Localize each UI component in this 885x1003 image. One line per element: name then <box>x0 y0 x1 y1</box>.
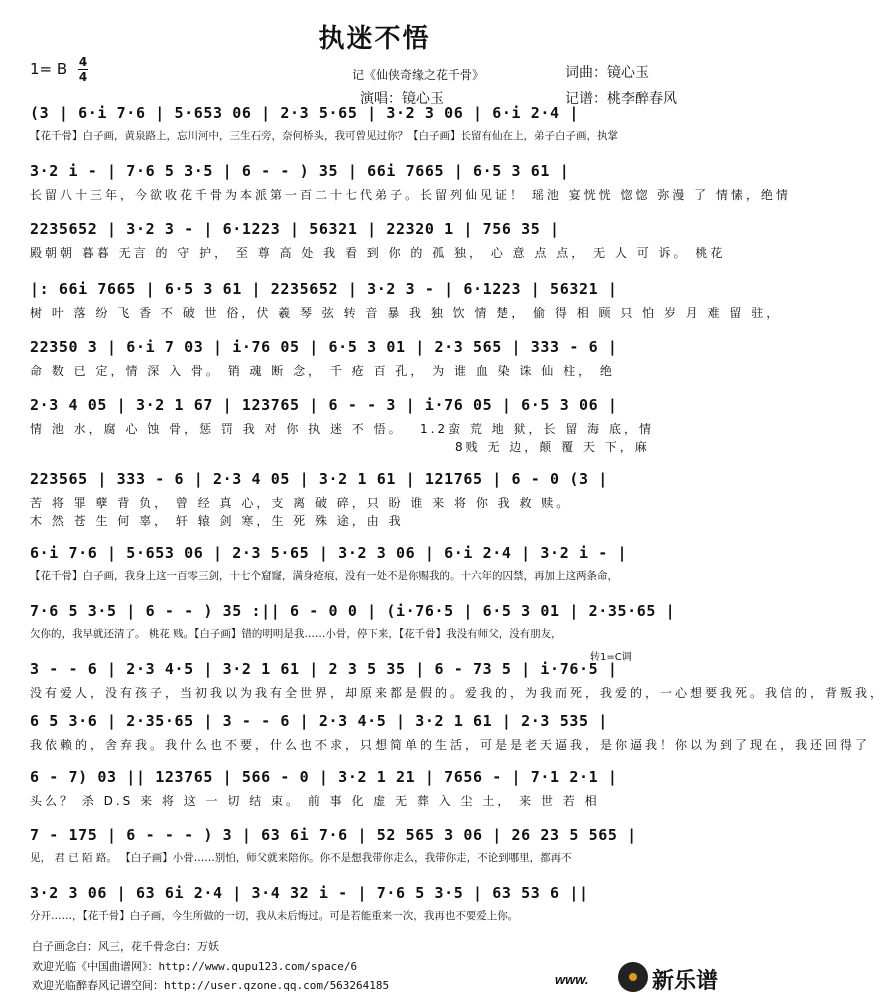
lyric-line: 长留八十三年，今欲收花千骨为本派第一百二十七代弟子。长留列仙见证！ 瑶池 宴恍恍 惚惚 弥漫 了 情愫，绝情 <box>30 188 791 202</box>
notation-line: 6 5 3·6 | 2·35·65 | 3 - - 6 | 2·3 4·5 | 3·2 1 61 | 2·3 535 | <box>30 712 608 730</box>
lyric-line-verse2: 木 然 苍 生 何 辜， 轩 辕 剑 寒，生 死 殊 途，由 我 <box>30 514 404 528</box>
notation-line: 2235652 | 3·2 3 - | 6·1223 | 56321 | 22320 1 | 756 35 | <box>30 220 560 238</box>
footer-link-qzone: 欢迎光临醉春风记谱空间：http://user.qzone.qq.com/563264185 <box>32 979 390 992</box>
notation-line: 3·2 3 06 | 63 6i 2·4 | 3·4 32 i - | 7·6 5 3·5 | 63 53 6 || <box>30 884 589 902</box>
notation-line: 7·6 5 3·5 | 6 - - ) 35 :|| 6 - 0 0 | (i·76·5 | 6·5 3 01 | 2·35·65 | <box>30 602 676 620</box>
singer-credit: 演唱：镜心玉 <box>360 91 444 107</box>
notation-line: (3 | 6·i 7·6 | 5·653 06 | 2·3 5·65 | 3·2 3 06 | 6·i 2·4 | <box>30 104 579 122</box>
lyric-line: 头么？ 杀 D.S 来 将 这 一 切 结 束。 前 事 化 虚 无 葬 入 尘 土， 来 世 若 相 <box>30 794 600 808</box>
lyric-line: 殿朝朝 暮暮 无言 的 守 护， 至 尊 高 处 我 看 到 你 的 孤 独， 心 意 点 点， 无 人 可 诉。 桃花 <box>30 246 726 260</box>
notation-line: 6 - 7) 03 || 123765 | 566 - 0 | 3·2 1 21 | 7656 - | 7·1 2·1 | <box>30 768 618 786</box>
notation-line: 22350 3 | 6·i 7 03 | i·76 05 | 6·5 3 01 | 2·3 565 | 333 - 6 | <box>30 338 618 356</box>
notation-line: |: 66i 7665 | 6·5 3 61 | 2235652 | 3·2 3 - | 6·1223 | 56321 | <box>30 280 618 298</box>
watermark-brand: 新乐谱 <box>652 969 719 994</box>
lyric-line: 见， 君 已 陌 路。 【白子画】小骨……别怕，师父就来陪你。你不是想我带你走么，我带你走，不论到哪里，都再不 <box>30 852 572 864</box>
notation-line: 3 - - 6 | 2·3 4·5 | 3·2 1 61 | 2 3 5 35 | 6 - 73 5 | i·76·5 | <box>30 660 618 678</box>
footer-recitation-note: 白子画念白：风三，花千骨念白：万妖 <box>32 940 219 953</box>
lyric-line: 分开……，【花千骨】白子画，今生所做的一切，我从未后悔过。可是若能重来一次，我再也不要爱上你。 <box>30 910 519 922</box>
time-signature-top: 4 <box>78 55 88 69</box>
notation-line: 6·i 7·6 | 5·653 06 | 2·3 5·65 | 3·2 3 06 | 6·i 2·4 | 3·2 i - | <box>30 544 628 562</box>
watermark-url: www. <box>555 972 589 987</box>
lyric-line: 情 池 水，腐 心 蚀 骨，惩 罚 我 对 你 执 迷 不 悟。 <box>30 422 404 436</box>
time-signature <box>78 56 88 83</box>
lyric-line: 【花千骨】白子画，黄泉路上，忘川河中，三生石旁，奈何桥头，我可曾见过你？【白子画】长留有仙在上，弟子白子画，执掌 <box>30 130 618 142</box>
source-note: 记《仙侠奇缘之花千骨》 <box>352 68 485 82</box>
lyric-line: 苦 将 罪 孽 背 负， 曾 经 真 心，支 离 破 碎，只 盼 谁 来 将 你 我 救 赎。 <box>30 496 572 510</box>
notation-line: 223565 | 333 - 6 | 2·3 4 05 | 3·2 1 61 | 121765 | 6 - 0 (3 | <box>30 470 608 488</box>
key-signature: 1= B <box>30 60 68 78</box>
lyric-line: 没有爱人，没有孩子，当初我以为我有全世界，却原来都是假的。爱我的，为我而死，我爱的，一心想要我死。我信的，背叛我， <box>30 686 885 700</box>
song-title: 执迷不悟 <box>318 24 431 54</box>
watermark-logo <box>555 960 745 998</box>
notation-line: 2·3 4 05 | 3·2 1 67 | 123765 | 6 - - 3 | i·76 05 | 6·5 3 06 | <box>30 396 618 414</box>
lyric-line: 我依赖的，舍弃我。我什么也不要，什么也不求，只想简单的生活，可是是老天逼我，是你逼我！你以为到了现在，我还回得了 <box>30 738 871 752</box>
time-signature-bottom: 4 <box>78 70 88 84</box>
notation-line: 3·2 i - | 7·6 5 3·5 | 6 - - ) 35 | 66i 7665 | 6·5 3 61 | <box>30 162 570 180</box>
notation-line: 7 - 175 | 6 - - - ) 3 | 63 6i 7·6 | 52 565 3 06 | 26 23 5 565 | <box>30 826 637 844</box>
lyric-line-verse2: 1.2蛮 荒 地 狱，长 留 海 底，情 <box>420 422 654 436</box>
lyric-line-verse3: 8贱 无 边，颠 覆 天 下，麻 <box>455 440 650 454</box>
lyricist-composer: 词曲：镜心玉 <box>565 65 649 81</box>
lyric-line: 【花千骨】白子画，我身上这一百零三剑，十七个窟窿，满身疮痕，没有一处不是你赐我的。十六年的囚禁，再加上这两条命， <box>30 570 618 582</box>
lyric-line: 树 叶 落 纷 飞 香 不 破 世 俗，伏 羲 琴 弦 转 音 暴 我 独 饮 情 楚， 偷 得 相 顾 只 怕 岁 月 难 留 驻， <box>30 306 782 320</box>
record-disc-icon <box>618 962 648 992</box>
lyric-line: 欠你的，我早就还清了。 桃花 贱。【白子画】错的明明是我……小骨，停下来，【花千骨】我没有师父，没有朋友， <box>30 628 562 640</box>
transcriber-credit: 记谱：桃李醉春风 <box>565 91 677 107</box>
footer-link-qupu: 欢迎光临《中国曲谱网》：http://www.qupu123.com/space/6 <box>32 960 358 973</box>
lyric-line: 命 数 已 定，情 深 入 骨。 销 魂 断 念， 千 疮 百 孔， 为 谁 血 染 诛 仙 柱， 绝 <box>30 364 615 378</box>
key-change-marker: 转1=C调 <box>590 652 632 663</box>
